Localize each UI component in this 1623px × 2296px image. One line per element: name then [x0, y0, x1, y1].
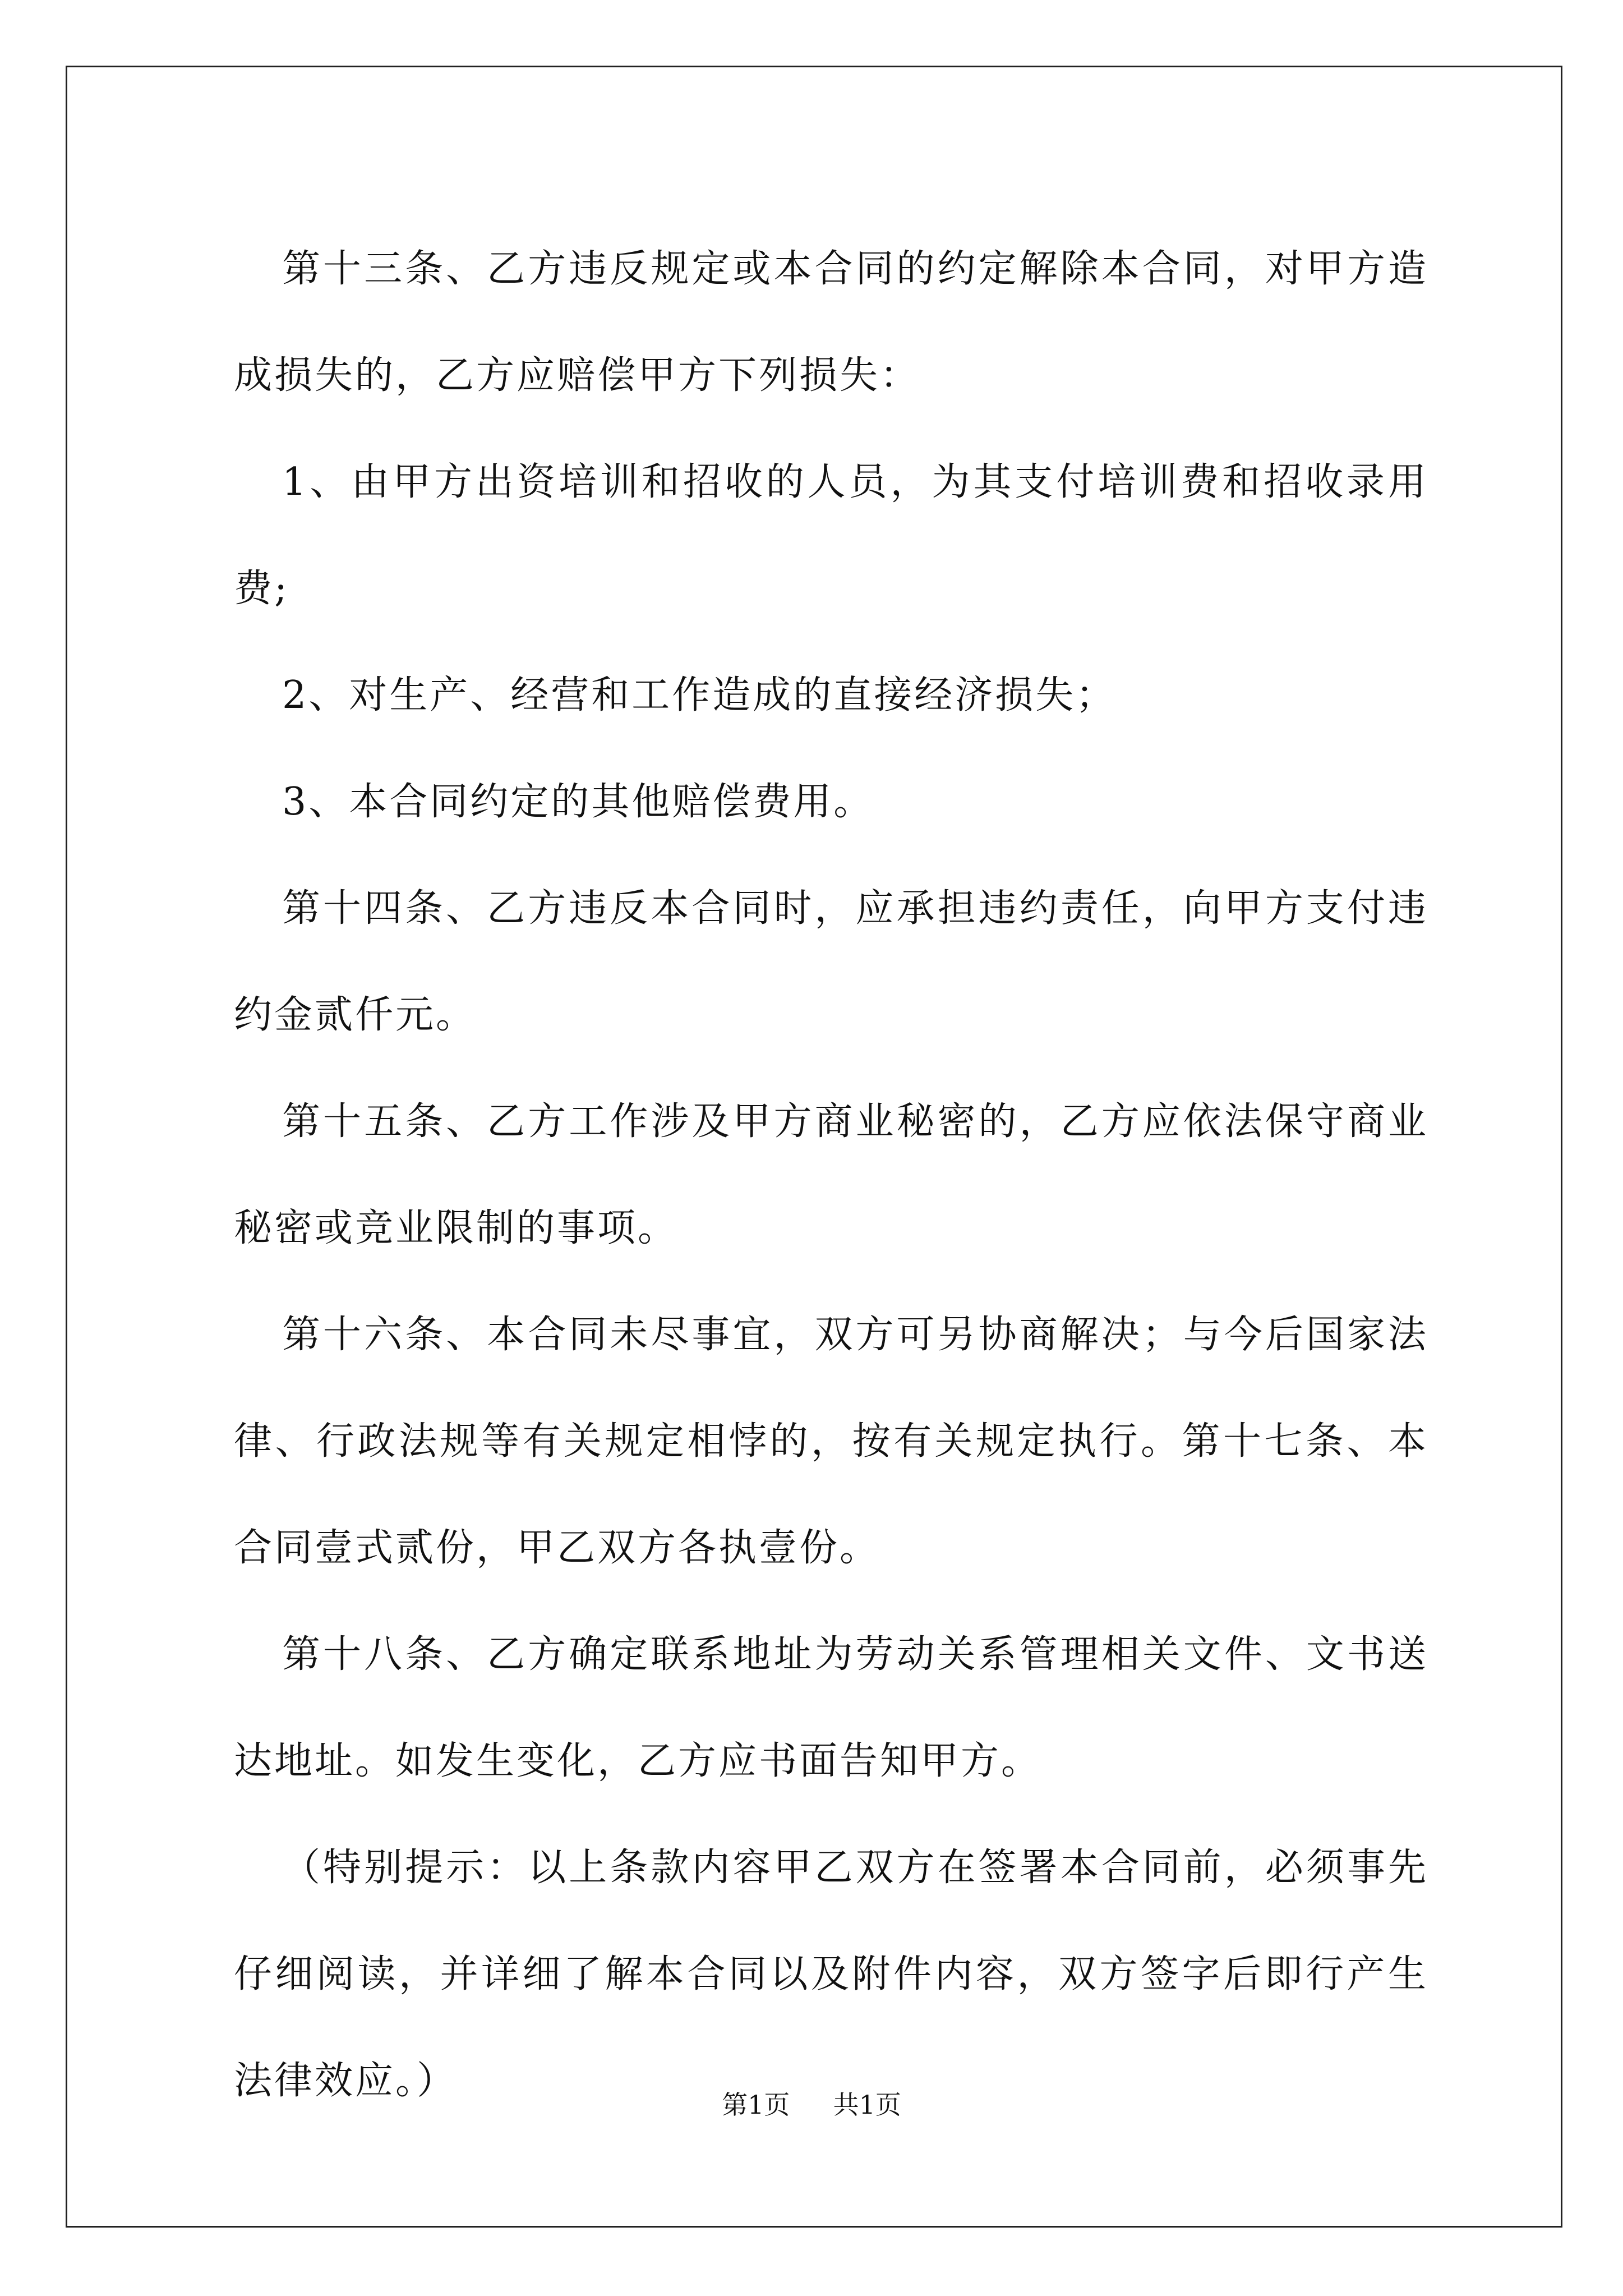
- document-body: [234, 216, 1428, 2134]
- clause-13-item-2: 2、对生产、经营和工作造成的直接经济损失；: [282, 673, 1117, 717]
- page-footer: [0, 2088, 1623, 2122]
- page-total: 共1页: [833, 2090, 901, 2120]
- special-notice: （特别提示：以上条款内容甲乙双方在签署本合同前，必须事先仔细阅读，并详细了解本合同以及附件内容，双方签字后即行产生法律效应。）: [234, 1846, 1428, 2103]
- clause-18: 第十八条、乙方确定联系地址为劳动关系管理相关文件、文书送达地址。如发生变化，乙方应书面告知甲方。: [234, 1632, 1428, 1783]
- clause-14: 第十四条、乙方违反本合同时，应承担违约责任，向甲方支付违约金贰仟元。: [234, 886, 1428, 1037]
- clause-13-item-1: 1、由甲方出资培训和招收的人员，为其支付培训费和招收录用费;: [234, 460, 1428, 611]
- page-number: 第1页: [722, 2090, 790, 2120]
- clause-13: 第十三条、乙方违反规定或本合同的约定解除本合同，对甲方造成损失的，乙方应赔偿甲方下列损失：: [234, 247, 1428, 398]
- clause-15: 第十五条、乙方工作涉及甲方商业秘密的，乙方应依法保守商业秘密或竞业限制的事项。: [234, 1099, 1428, 1250]
- clause-13-item-3: 3、本合同约定的其他赔偿费用。: [282, 780, 874, 824]
- clause-16-17: 第十六条、本合同未尽事宜，双方可另协商解决；与今后国家法律、行政法规等有关规定相悖的，按有关规定执行。第十七条、本合同壹式贰份，甲乙双方各执壹份。: [234, 1313, 1428, 1570]
